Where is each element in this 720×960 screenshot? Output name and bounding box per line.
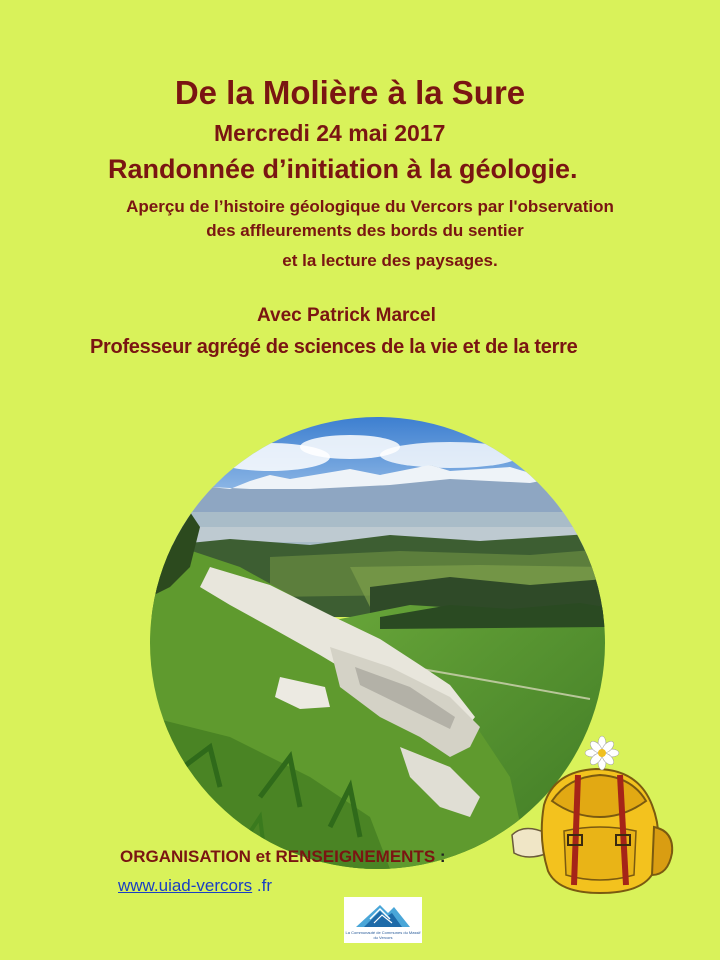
event-date: Mercredi 24 mai 2017 [214,120,446,146]
event-description [30,195,710,273]
logo-caption: La Communauté de Communes du Massif du Vercors [345,930,421,940]
guide-role: Professeur agrégé de sciences de la vie et de la terre [90,336,578,358]
guide-name: Avec Patrick Marcel [257,305,436,326]
event-subtitle: Randonnée d’initiation à la géologie. [108,154,578,184]
website-tld: .fr [252,876,272,895]
website-link[interactable]: www.uiad-vercors [118,876,253,895]
description-line-1: Aperçu de l’histoire géologique du Vercors par l'observation [126,197,614,216]
organisation-colon: : [435,847,446,866]
page-title: De la Molière à la Sure [174,74,526,111]
community-logo [344,897,422,943]
organisation-label: ORGANISATION et RENSEIGNEMENTS [120,847,436,866]
description-line-2: des affleurements des bords du sentier [206,221,524,240]
description-line-3: et la lecture des paysages. [282,251,498,270]
organisation-heading [120,847,446,867]
website [118,876,272,896]
backpack-illustration [504,735,684,895]
